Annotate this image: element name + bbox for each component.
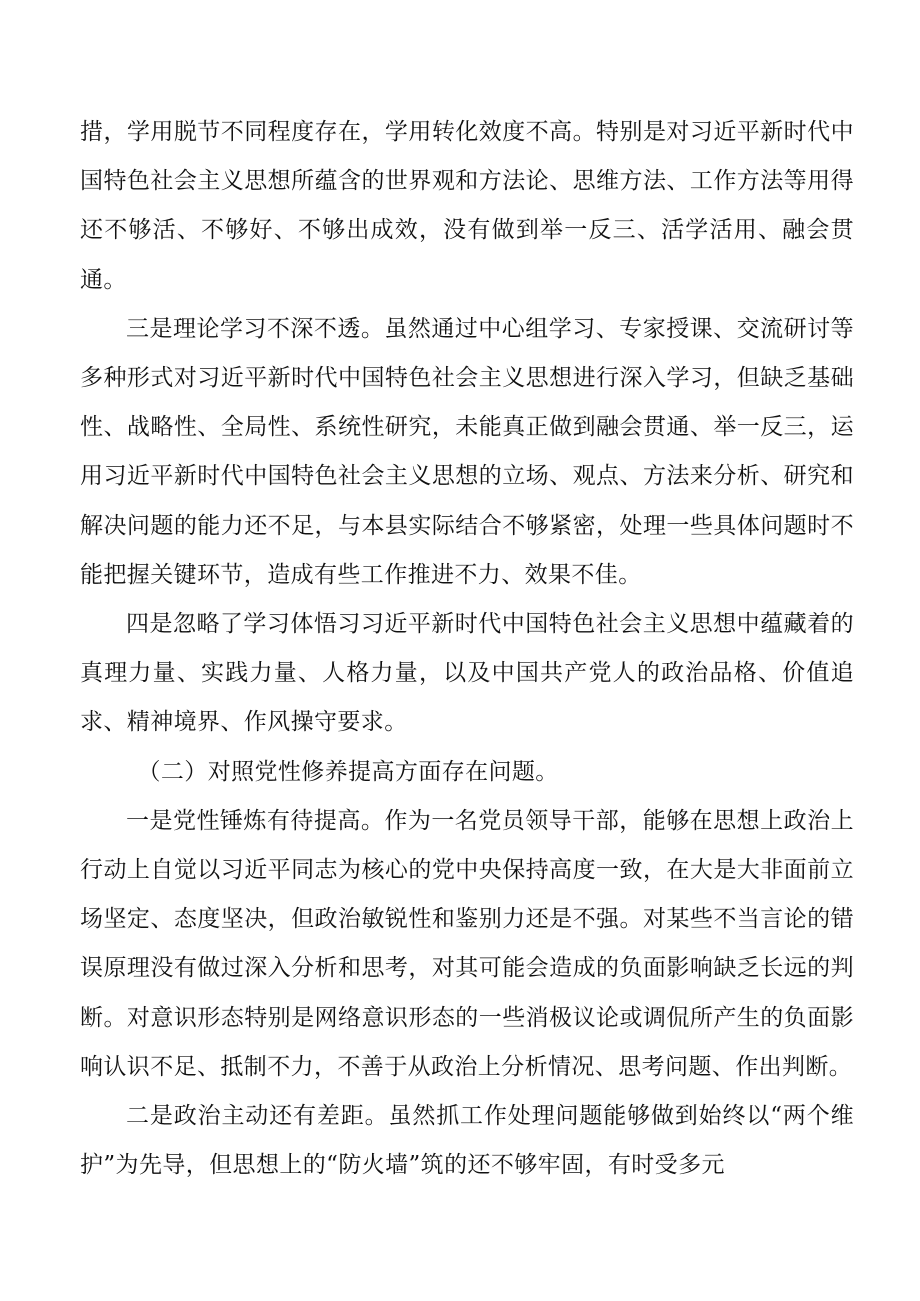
section-heading-two: （二）对照党性修养提高方面存在问题。 [137,758,559,785]
paragraph-point-four: 四是忽略了学习体悟习习近平新时代中国特色社会主义思想中蕴藏着的真理力量、实践力量、人格力量，以及中国共产党人的政治品格、价值追求、精神境界、作风操守要求。 [80,611,854,736]
paragraph-point-three: 三是理论学习不深不透。虽然通过中心组学习、专家授课、交流研讨等多种形式对习近平新时代中国特色社会主义思想进行深入学习，但缺乏基础性、战略性、全局性、系统性研究，未能真正做到融会贯通、举一反三，运用习近平新时代中国特色社会主义思想的立场、观点、方法来分析、研究和解决问题的能力还不足，与本县实际结合不够紧密，处理一些具体问题时不能把握关键环节，造成有些工作推进不力、效果不佳。 [80,315,854,588]
document-body [80,108,854,1190]
paragraph-point-one: 一是党性锤炼有待提高。作为一名党员领导干部，能够在思想上政治上行动上自觉以习近平同志为核心的党中央保持高度一致，在大是大非面前立场坚定、态度坚决，但政治敏锐性和鉴别力还是不强。对某些不当言论的错误原理没有做过深入分析和思考，对其可能会造成的负面影响缺乏长远的判断。对意识形态特别是网络意识形态的一些消极议论或调侃所产生的负面影响认识不足、抵制不力，不善于从政治上分析情况、思考问题、作出判断。 [80,807,854,1080]
paragraph-point-two: 二是政治主动还有差距。虽然抓工作处理问题能够做到始终以“两个维护”为先导，但思想上的“防火墙”筑的还不够牢固，有时受多元 [80,1103,854,1179]
paragraph-continued: 措，学用脱节不同程度存在，学用转化效度不高。特别是对习近平新时代中国特色社会主义思想所蕴含的世界观和方法论、思维方法、工作方法等用得还不够活、不够好、不够出成效，没有做到举一反三、活学活用、融会贯通。 [80,119,854,293]
